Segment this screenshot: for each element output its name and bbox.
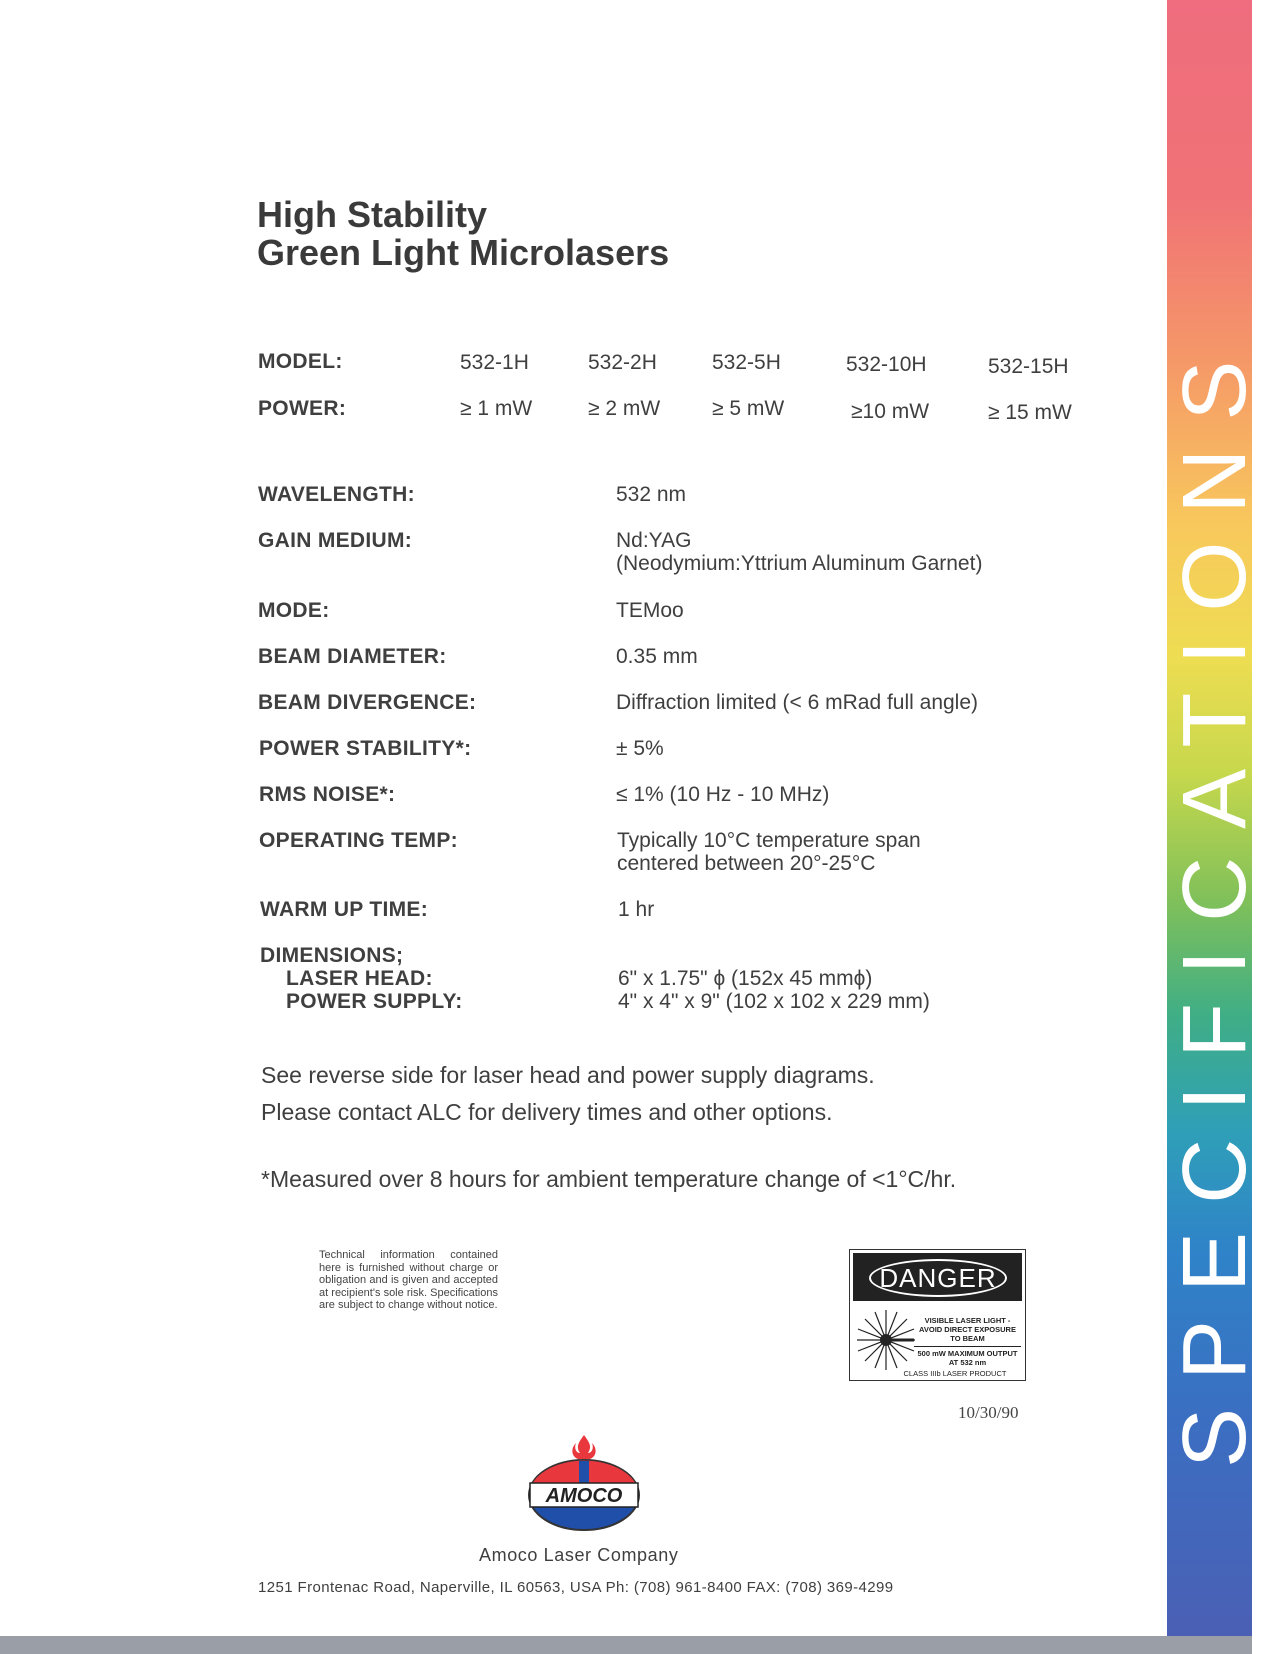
danger-header <box>853 1253 1022 1301</box>
power-value: ≥10 mW <box>851 400 930 423</box>
danger-text-1: VISIBLE LASER LIGHT - <box>924 1316 1011 1325</box>
danger-text-5: AT 532 nm <box>948 1358 987 1367</box>
mode-value: TEMoo <box>616 599 684 622</box>
document-date: 10/30/90 <box>958 1403 1019 1422</box>
amoco-logo <box>526 1433 642 1533</box>
danger-title: DANGER <box>869 1259 1007 1297</box>
footnote: *Measured over 8 hours for ambient temperature change of <1°C/hr. <box>261 1166 957 1192</box>
operating-temp-label: OPERATING TEMP: <box>259 829 458 852</box>
scan-edge <box>0 1636 1252 1654</box>
danger-label <box>849 1249 1026 1381</box>
power-value: ≥ 15 mW <box>988 401 1072 424</box>
power-value: ≥ 2 mW <box>588 397 661 420</box>
wavelength-value: 532 nm <box>616 483 687 506</box>
model-label: MODEL: <box>258 350 343 373</box>
note-contact: Please contact ALC for delivery times and other options. <box>261 1099 833 1125</box>
danger-text-3: TO BEAM <box>950 1334 985 1343</box>
beam-divergence-value: Diffraction limited (< 6 mRad full angle) <box>616 691 979 714</box>
disclaimer-text: Technical information contained here is furnished without charge or obligation and is given and accepted at recipient's sole risk. Specifications are subject to change without notice. <box>319 1249 498 1311</box>
power-stability-label: POWER STABILITY*: <box>259 737 472 760</box>
gain-medium-line-2: (Neodymium:Yttrium Aluminum Garnet) <box>616 552 983 575</box>
beam-diameter-label: BEAM DIAMETER: <box>258 645 447 668</box>
rms-noise-label: RMS NOISE*: <box>259 783 396 806</box>
note-reverse-side: See reverse side for laser head and power supply diagrams. <box>261 1062 875 1088</box>
gain-medium-value <box>616 529 982 575</box>
power-value: ≥ 1 mW <box>460 397 533 420</box>
mode-label: MODE: <box>258 599 330 622</box>
warm-up-time-label: WARM UP TIME: <box>260 898 429 921</box>
laser-starburst-icon <box>856 1308 916 1372</box>
model-value: 532-5H <box>712 351 781 374</box>
power-stability-value: ± 5% <box>616 737 664 760</box>
model-value: 532-2H <box>588 351 657 374</box>
laser-head-label: LASER HEAD: <box>286 967 433 990</box>
danger-divider <box>914 1346 1021 1347</box>
power-value: ≥ 5 mW <box>712 397 785 420</box>
power-supply-label: POWER SUPPLY: <box>286 990 463 1013</box>
beam-diameter-value: 0.35 mm <box>616 645 698 668</box>
company-name: Amoco Laser Company <box>479 1545 679 1565</box>
gain-medium-line-1: Nd:YAG <box>616 529 692 552</box>
warm-up-time-value: 1 hr <box>618 898 655 921</box>
danger-text-6: CLASS IIIb LASER PRODUCT <box>903 1369 1007 1378</box>
danger-text-4: 500 mW MAXIMUM OUTPUT <box>917 1349 1018 1358</box>
danger-text-2: AVOID DIRECT EXPOSURE <box>919 1325 1016 1334</box>
gain-medium-label: GAIN MEDIUM: <box>258 529 413 552</box>
model-value: 532-15H <box>988 355 1069 378</box>
operating-temp-line-2: centered between 20°-25°C <box>617 852 876 875</box>
power-supply-value: 4" x 4" x 9" (102 x 102 x 229 mm) <box>618 990 930 1013</box>
laser-head-value: 6" x 1.75" ϕ (152x 45 mmϕ) <box>618 967 873 990</box>
title-line-2: Green Light Microlasers <box>257 232 670 273</box>
model-value: 532-10H <box>846 353 927 376</box>
page-title <box>257 196 669 272</box>
model-value: 532-1H <box>460 351 529 374</box>
beam-divergence-label: BEAM DIVERGENCE: <box>258 691 477 714</box>
rms-noise-value: ≤ 1% (10 Hz - 10 MHz) <box>616 783 830 806</box>
company-address: 1251 Frontenac Road, Naperville, IL 60563, USA Ph: (708) 961-8400 FAX: (708) 369-4299 <box>258 1579 894 1596</box>
operating-temp-line-1: Typically 10°C temperature span <box>617 829 921 852</box>
specifications-banner: SPECIFICATIONS <box>1165 332 1265 1468</box>
power-label: POWER: <box>258 397 347 420</box>
title-line-1: High Stability <box>257 194 488 235</box>
wavelength-label: WAVELENGTH: <box>258 483 415 506</box>
operating-temp-value <box>617 829 921 875</box>
dimensions-label: DIMENSIONS; <box>260 944 404 967</box>
logo-wordmark: AMOCO <box>545 1485 623 1507</box>
